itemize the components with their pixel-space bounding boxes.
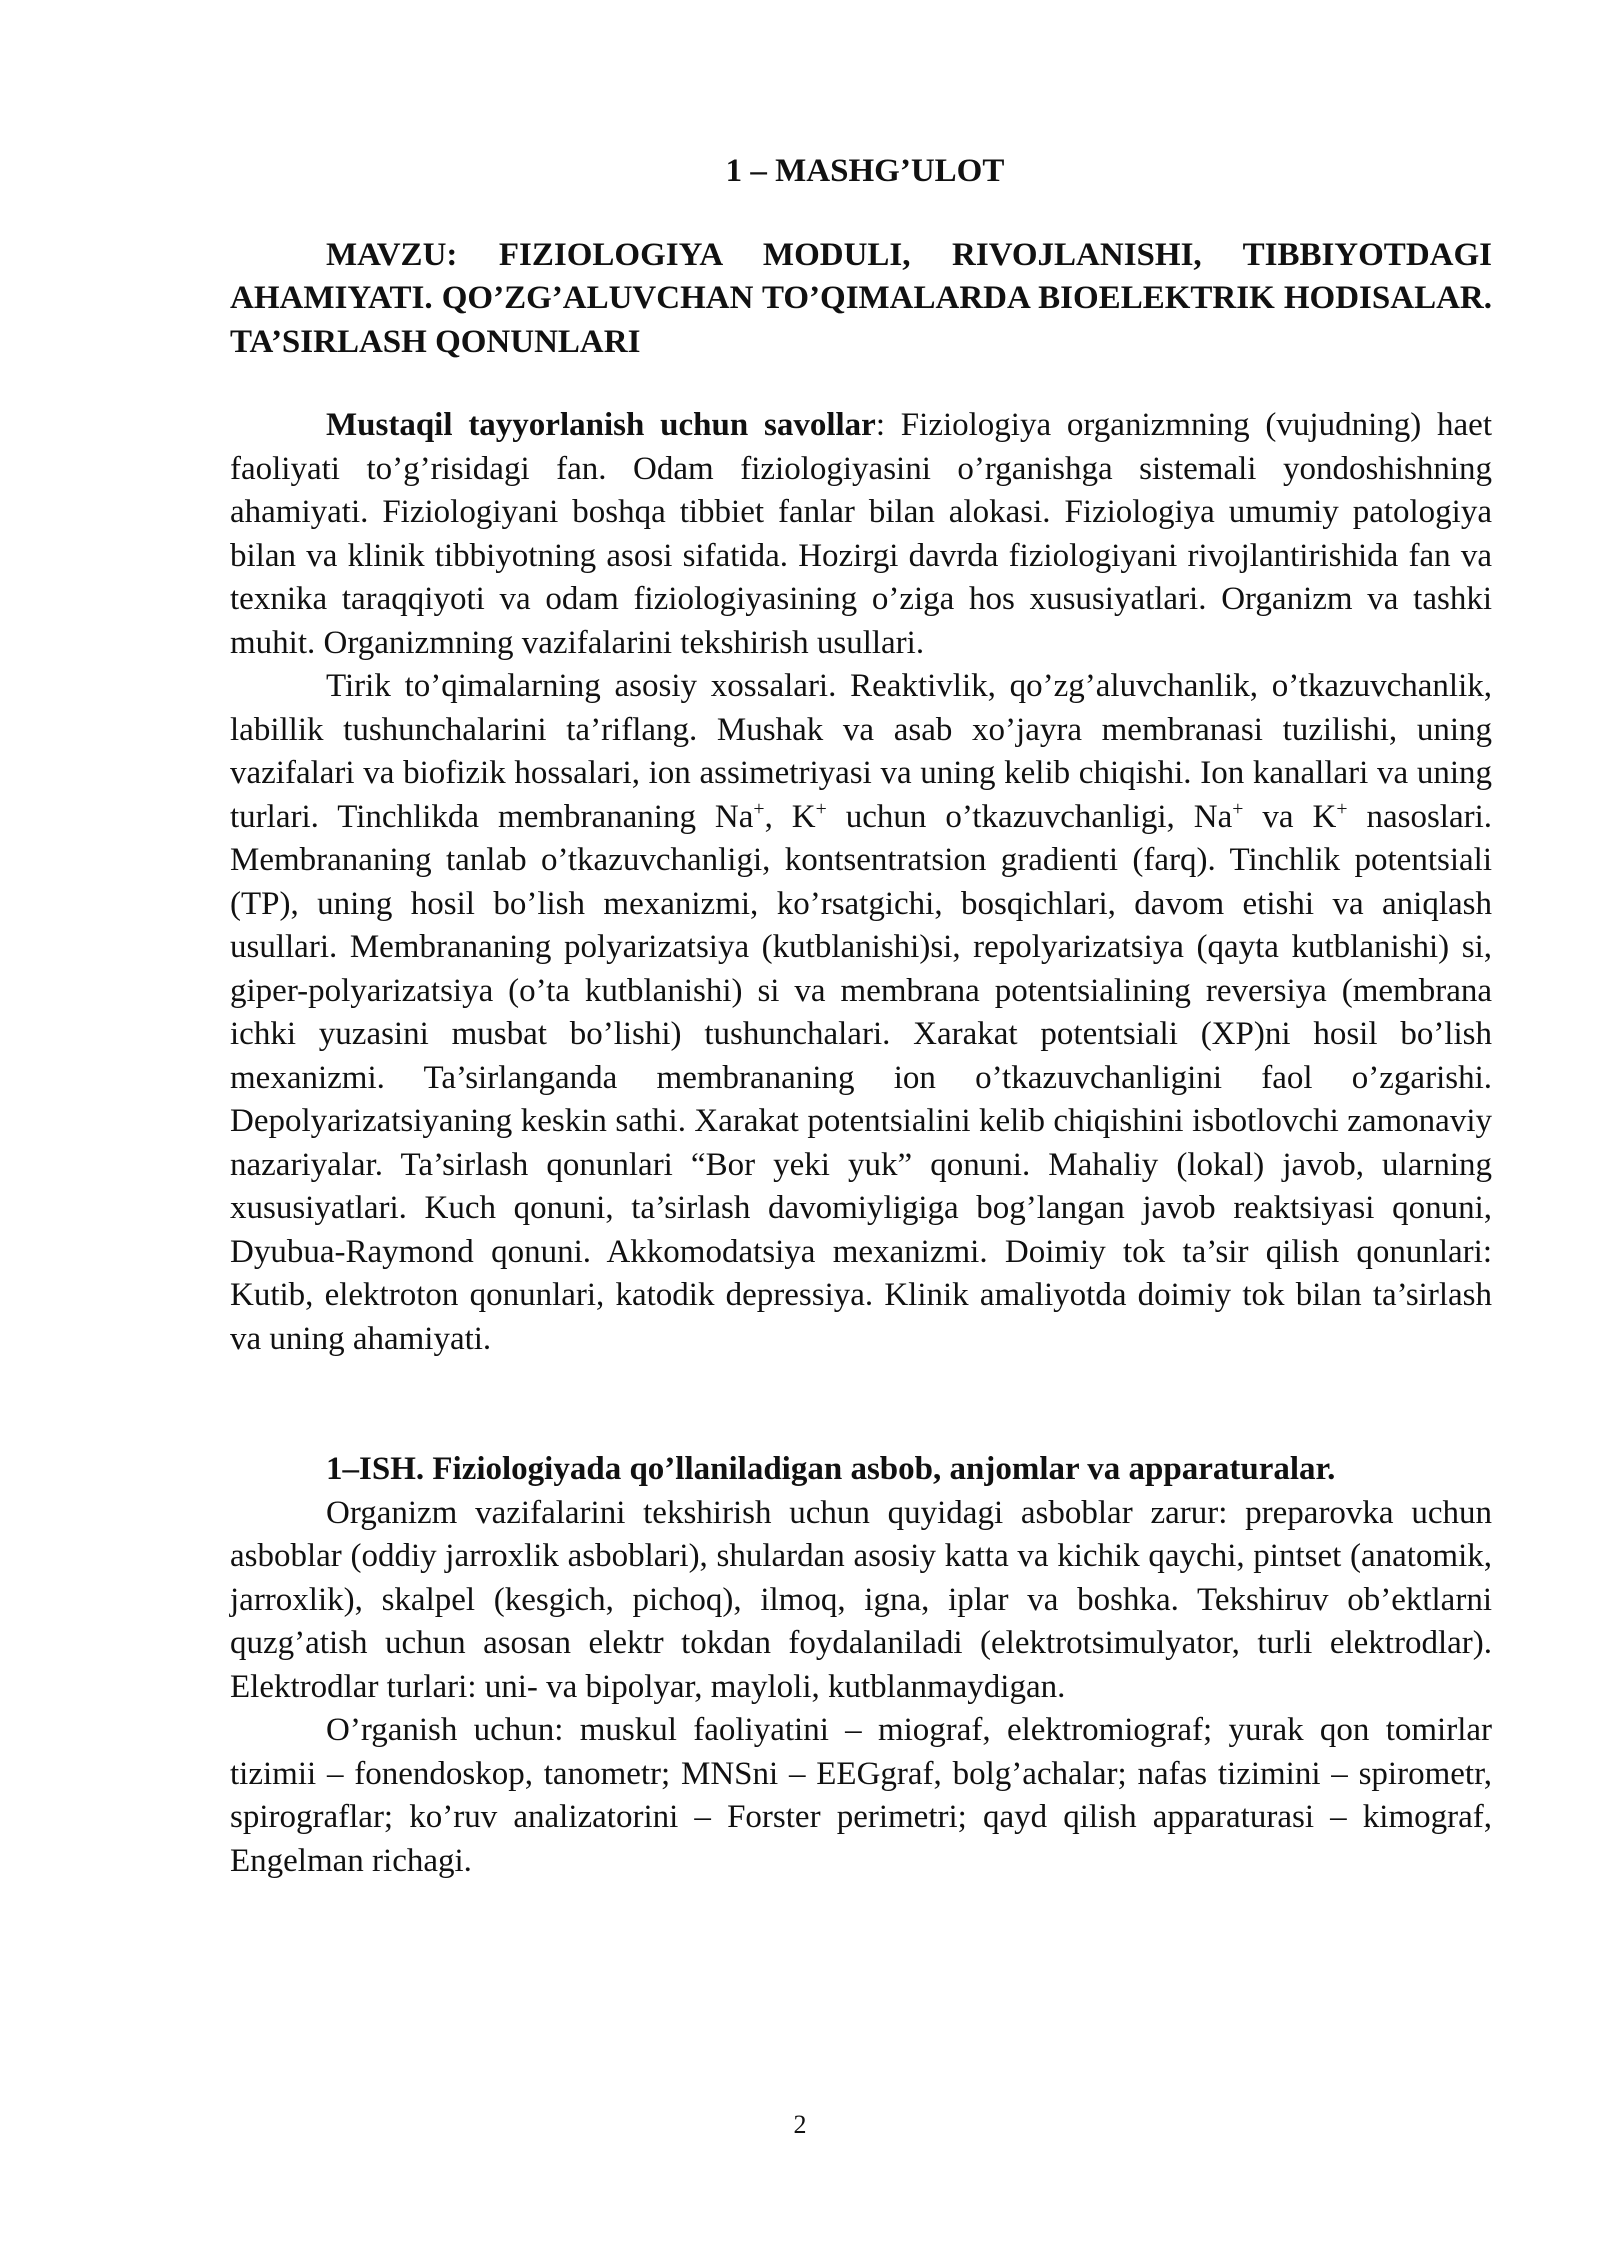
paragraph-text: , K: [764, 798, 816, 835]
tissue-properties-paragraph: [230, 665, 1492, 1361]
superscript-plus: +: [815, 797, 827, 820]
lesson-title: 1 – MASHG’ULOT: [725, 153, 1005, 189]
work-title: 1–ISH. Fiziologiyada qo’llaniladigan asbob, anjomlar va apparaturalar.: [326, 1451, 1336, 1487]
page-number: 2: [793, 2110, 807, 2139]
topic-heading: MAVZU: FIZIOLOGIYA MODULI, RIVOJLANISHI, TIBBIYOTDAGI AHAMIYATI. QO’ZG’ALUVCHAN TO’QIMALARDA BIOELEKTRIK HODISALAR. TA’SIRLASH QONUNLARI: [230, 236, 1492, 360]
superscript-plus: +: [1336, 797, 1348, 820]
questions-paragraph: [230, 404, 1492, 665]
questions-text: : Fiziologiya organizmning (vujudning) haet faoliyati to’g’risidagi fan. Odam fiziologiyasini o’rganishga sistemali yondoshishning ahamiyati. Fiziologiyani boshqa tibbiet fanlar bilan alokasi. Fiziologiya umumiy patologiya bilan va klinik tibbiyotning asosi sifatida. Hozirgi davrda fiziologiyani rivojlantirishida fan va texnika taraqqiyoti va odam fiziologiyasining o’ziga hos xususiyatlari. Organizm va tashki muhit. Organizmning vazifalarini tekshirish usullari.: [230, 407, 1492, 661]
superscript-plus: +: [753, 797, 765, 820]
paragraph-text: va K: [1243, 798, 1337, 835]
instruments-paragraph: Organizm vazifalarini tekshirish uchun quyidagi asboblar zarur: preparovka uchun asboblar (oddiy jarroxlik asboblari), shulardan asosiy katta va kichik qaychi, pintset (anatomik, jarroxlik), skalpel (kesgich, pichoq), ilmoq, igna, iplar va boshka. Tekshiruv ob’ektlarni quzg’atish uchun asosan elektr tokdan foydalaniladi (elektrotsimulyator, turli elektrodlar). Elektrodlar turlari: uni- va bipolyar, mayloli, kutblanmaydigan.: [230, 1494, 1492, 1705]
superscript-plus: +: [1232, 797, 1244, 820]
paragraph-text: nasoslari. Membrananing tanlab o’tkazuvchanligi, kontsentratsion gradienti (farq). Tinchlik potentsiali (TP), uning hosil bo’lish mexanizmi, ko’rsatgichi, bosqichlari, davom etishi va aniqlash usullari. Membrananing polyarizatsiya (kutblanishi)si, repolyarizatsiya (qayta kutblanishi) si, giper-polyarizatsiya (o’ta kutblanishi) si va membrana potentsialining reversiya (membrana ichki yuzasini musbat bo’lishi) tushunchalari. Xarakat potentsiali (XP)ni hosil bo’lish mexanizmi. Ta’sirlanganda membrananing ion o’tkazuvchanligini faol o’zgarishi. Depolyarizatsiyaning keskin sathi. Xarakat potentsialini kelib chiqishini isbotlovchi zamonaviy nazariyalar. Ta’sirlash qonunlari “Bor yeki yuk” qonuni. Mahaliy (lokal) javob, ularning xususiyatlari. Kuch qonuni, ta’sirlash davomiyligiga bog’langan javob reaktsiyasi qonuni, Dyubua-Raymond qonuni. Akkomodatsiya mexanizmi. Doimiy tok ta’sir qilish qonunlari: Kutib, elektroton qonunlari, katodik depressiya. Klinik amaliyotda doimiy tok bilan ta’sirlash va uning ahamiyati.: [230, 798, 1493, 1357]
paragraph-text: Tirik to’qimalarning asosiy xossalari. Reaktivlik, qo’zg’aluvchanlik, o’tkazuvchanlik, labillik tushunchalarini ta’riflang. Mushak va asab xo’jayra membranasi tuzilishi, uning vazifalari va biofizik hossalari, ion assimetriyasi va uning kelib chiqishi. Ion kanallari va uning turlari. Tinchlikda membrananing Na: [230, 668, 1492, 835]
page-content: [230, 150, 1492, 1883]
paragraph-text: uchun o’tkazuvchanligi, Na: [826, 798, 1233, 835]
questions-label: Mustaqil tayyorlanish uchun savollar: [326, 407, 876, 443]
study-apparatus-paragraph: O’rganish uchun: muskul faoliyatini – miograf, elektromiograf; yurak qon tomirlar tizimii – fonendoskop, tanometr; MNSni – EEGgraf, bolg’achalar; nafas tizimini – spirometr, spirograflar; ko’ruv analizatorini – Forster perimetri; qayd qilish apparaturasi – kimograf, Engelman richagi.: [230, 1712, 1492, 1879]
